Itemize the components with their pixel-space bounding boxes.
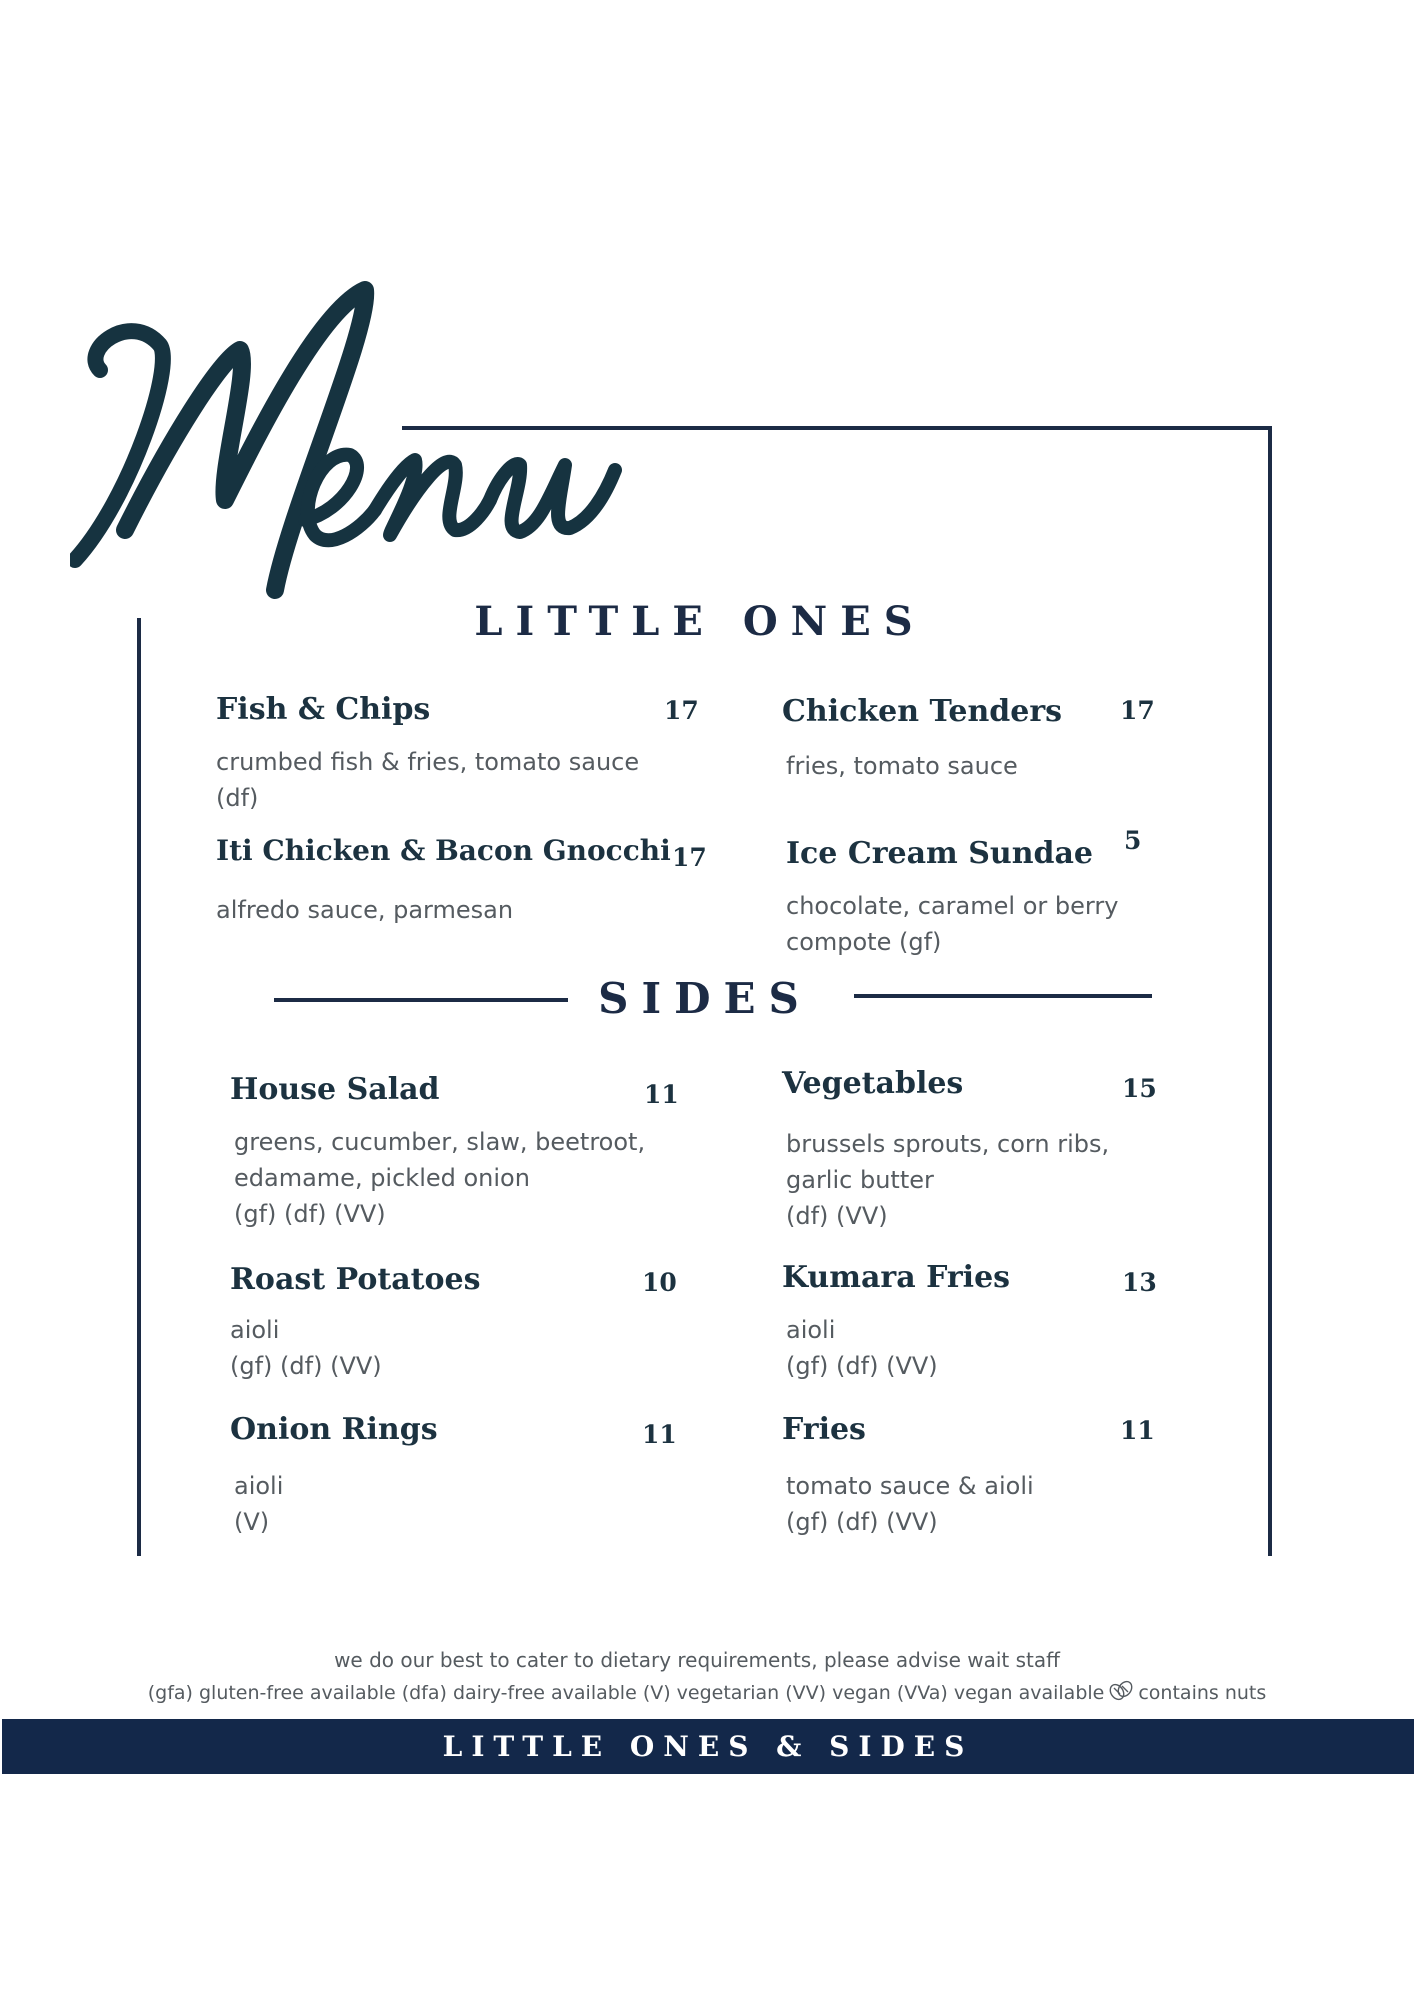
item-name: Fries bbox=[782, 1412, 866, 1447]
item-description bbox=[216, 744, 639, 816]
item-price: 11 bbox=[644, 1080, 679, 1109]
contains-nuts-text: contains nuts bbox=[1138, 1682, 1267, 1704]
item-price: 11 bbox=[642, 1420, 677, 1449]
item-price: 17 bbox=[672, 843, 707, 872]
menu-item-fish-chips bbox=[216, 692, 430, 727]
desc-line: fries, tomato sauce bbox=[786, 752, 1018, 780]
menu-script-title bbox=[70, 270, 630, 640]
item-price: 13 bbox=[1122, 1268, 1157, 1297]
nut-icon bbox=[1108, 1679, 1134, 1708]
desc-line: (V) bbox=[234, 1508, 270, 1536]
desc-line: brussels sprouts, corn ribs, bbox=[786, 1130, 1110, 1158]
sides-rule-right bbox=[854, 994, 1152, 998]
frame-top-line bbox=[402, 426, 1272, 430]
frame-right-line bbox=[1268, 426, 1272, 1556]
frame-left-line bbox=[137, 618, 141, 1556]
little-ones-heading: LITTLE ONES bbox=[474, 598, 926, 645]
item-price: 11 bbox=[1120, 1416, 1155, 1445]
desc-line: greens, cucumber, slaw, beetroot, bbox=[234, 1128, 646, 1156]
item-name: Ice Cream Sundae bbox=[786, 836, 1094, 871]
desc-line: aioli bbox=[234, 1472, 284, 1500]
item-name: Vegetables bbox=[782, 1066, 964, 1101]
desc-line: (gf) (df) (VV) bbox=[230, 1352, 382, 1380]
item-name: Roast Potatoes bbox=[230, 1262, 481, 1297]
item-description bbox=[230, 1312, 382, 1384]
item-price: 10 bbox=[642, 1268, 677, 1297]
sides-rule-left bbox=[274, 998, 568, 1002]
desc-line: crumbed fish & fries, tomato sauce bbox=[216, 748, 640, 776]
footer-banner bbox=[2, 1719, 1414, 1774]
desc-line: aioli bbox=[230, 1316, 280, 1344]
item-description bbox=[786, 1468, 1034, 1540]
desc-line: (gf) (df) (VV) bbox=[786, 1352, 938, 1380]
item-name: Iti Chicken & Bacon Gnocchi bbox=[216, 834, 671, 867]
desc-line: tomato sauce & aioli bbox=[786, 1472, 1034, 1500]
desc-line: aioli bbox=[786, 1316, 836, 1344]
item-description bbox=[234, 1468, 283, 1540]
item-description bbox=[786, 748, 1018, 784]
dietary-key-text: (gfa) gluten-free available (dfa) dairy-free available (V) vegetarian (VV) vegan (VVa) vegan available bbox=[147, 1682, 1105, 1704]
desc-line: (df) (VV) bbox=[786, 1202, 888, 1230]
item-price: 17 bbox=[1120, 696, 1155, 725]
item-name: Kumara Fries bbox=[782, 1260, 1011, 1295]
item-name: Fish & Chips bbox=[216, 692, 431, 727]
desc-line: garlic butter bbox=[786, 1166, 934, 1194]
item-name: House Salad bbox=[230, 1072, 440, 1107]
desc-line: (gf) (df) (VV) bbox=[234, 1200, 386, 1228]
dietary-key bbox=[0, 1679, 1414, 1708]
item-description bbox=[216, 892, 513, 928]
item-description bbox=[786, 1312, 938, 1384]
desc-line: chocolate, caramel or berry bbox=[786, 892, 1119, 920]
item-price: 15 bbox=[1122, 1074, 1157, 1103]
item-name: Onion Rings bbox=[230, 1412, 438, 1447]
item-price: 5 bbox=[1124, 826, 1142, 855]
dietary-note: we do our best to cater to dietary requirements, please advise wait staff bbox=[334, 1648, 1060, 1672]
desc-line: compote (gf) bbox=[786, 928, 942, 956]
item-name: Chicken Tenders bbox=[782, 694, 1063, 729]
footer-banner-title: LITTLE ONES & SIDES bbox=[442, 1730, 974, 1763]
desc-line: (df) bbox=[216, 784, 259, 812]
item-description bbox=[786, 888, 1118, 960]
sides-heading: SIDES bbox=[598, 974, 812, 1023]
desc-line: alfredo sauce, parmesan bbox=[216, 896, 514, 924]
desc-line: edamame, pickled onion bbox=[234, 1164, 530, 1192]
desc-line: (gf) (df) (VV) bbox=[786, 1508, 938, 1536]
item-description bbox=[786, 1126, 1109, 1234]
item-description bbox=[234, 1124, 645, 1232]
item-price: 17 bbox=[664, 696, 699, 725]
